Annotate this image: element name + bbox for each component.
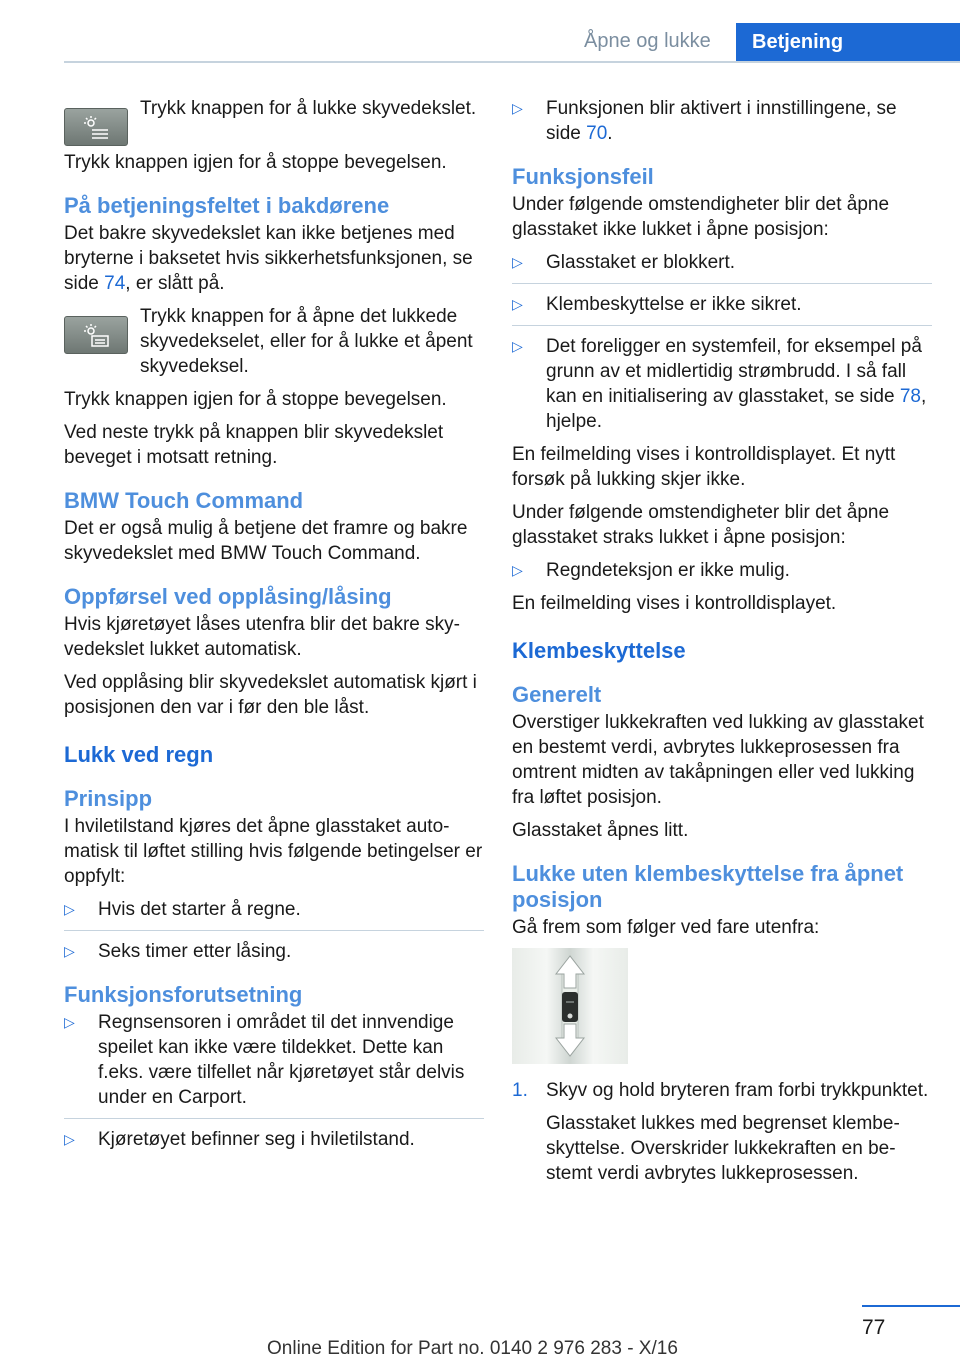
roof-switch-photo (512, 948, 628, 1064)
list-item: ▷ Funksjonen blir aktivert i innstillingene, se side 70. (512, 98, 897, 144)
list-divider (512, 325, 932, 326)
paragraph: Trykk knappen for å lukke skyvedekslet. (140, 98, 477, 119)
heading-close-without-protection: Lukke uten klembeskyttelse fra åpnet posisjon (512, 861, 904, 912)
bullet-triangle-icon: ▷ (64, 1014, 75, 1030)
list-divider (512, 283, 932, 284)
bullet-triangle-icon: ▷ (512, 296, 523, 312)
bullet-triangle-icon: ▷ (512, 100, 523, 116)
heading-pinch-protection: Klembeskyttelse (512, 638, 686, 663)
rear-sunroof-button-icon (64, 316, 128, 354)
header-chapter-tab[interactable]: Betjening (736, 23, 960, 63)
paragraph: En feilmelding vises i kontrolldisplayet. Et nytt forsøk på lukking skjer ikke. (512, 444, 896, 490)
list-item: ▷ Klembeskyttelse er ikke sikret. (512, 294, 802, 315)
list-item: ▷ Det foreligger en systemfeil, for eksempel på grunn av et midlertidig strømbrudd. I så fall kan en initialisering av glasstaket, se side 78, hjelpe. (512, 336, 927, 432)
heading-lock-behaviour: Oppførsel ved opplåsing/låsing (64, 584, 392, 609)
list-divider (64, 1118, 484, 1119)
sunroof-button-icon (64, 108, 128, 146)
paragraph: Glasstaket åpnes litt. (512, 820, 689, 841)
heading-malfunction: Funksjonsfeil (512, 164, 654, 189)
paragraph: Under følgende omstendigheter blir det åpne glasstaket straks lukket i åpne posisjon: (512, 502, 890, 548)
paragraph: Trykk knappen igjen for å stoppe bevegelsen. (64, 152, 447, 173)
bullet-triangle-icon: ▷ (512, 562, 523, 578)
right-column (512, 96, 932, 1194)
paragraph: Ved neste trykk på knappen blir skyvedekslet beveget i motsatt retning. (64, 422, 444, 468)
paragraph: I hviletilstand kjøres det åpne glasstaket automatisk til løftet stilling hvis følgende betingelser er oppfylt: (64, 816, 483, 887)
heading-close-in-rain: Lukk ved regn (64, 742, 214, 767)
footer-edition: Online Edition for Part no. 0140 2 976 283 - X/16 (267, 1338, 678, 1359)
bullet-triangle-icon: ▷ (512, 338, 523, 354)
bullet-triangle-icon: ▷ (64, 901, 75, 917)
page-number: 77 (862, 1316, 886, 1339)
bullet-triangle-icon: ▷ (512, 254, 523, 270)
list-item: ▷ Kjøretøyet befinner seg i hviletilstand. (64, 1129, 415, 1150)
close-button-instruction (64, 96, 484, 150)
paragraph: Det er også mulig å betjene det framre og bakre skyvedekslet med BMW Touch Command. (64, 518, 468, 564)
paragraph: Ved opplåsing blir skyvedekslet automatisk kjørt i posisjonen den var i før den ble låst. (64, 672, 477, 718)
open-button-instruction (64, 304, 484, 387)
heading-touch-command: BMW Touch Command (64, 488, 304, 513)
bullet-triangle-icon: ▷ (64, 1131, 75, 1147)
paragraph: Hvis kjøretøyet låses utenfra blir det bakre skyvedekslet lukket automatisk. (64, 614, 460, 660)
heading-function-requirement: Funksjonsforutsetning (64, 982, 303, 1007)
page-link-70[interactable]: 70 (586, 123, 608, 144)
footer-divider (862, 1305, 960, 1307)
list-divider (64, 930, 484, 931)
paragraph: Under følgende omstendigheter blir det åpne glasstaket ikke lukket i åpne posisjon: (512, 194, 890, 240)
paragraph: En feilmelding vises i kontrolldisplayet. (512, 593, 837, 614)
paragraph: Trykk knappen igjen for å stoppe bevegelsen. (64, 389, 447, 410)
page-link-78[interactable]: 78 (899, 386, 921, 407)
list-item: ▷ Glasstaket er blokkert. (512, 252, 736, 273)
list-item: ▷ Regnsensoren i området til det innvendige speilet kan ikke være tildekket. Dette kan f.eks. være tilfellet når kjøretøyet står delvis under en Carport. (64, 1012, 465, 1108)
paragraph: Trykk knappen for å åpne det lukkede skyvedekselet, eller for å lukke et åpent skyvedeksel. (140, 306, 473, 377)
page-link-74[interactable]: 74 (104, 273, 126, 294)
heading-principle: Prinsipp (64, 786, 153, 811)
paragraph: Det bakre skyvedekslet kan ikke betjenes med bryterne i baksetet hvis sikkerhetsfunksjonen, se side 74, er slått på. (64, 223, 473, 294)
heading-rear-panel: På betjeningsfeltet i bakdørene (64, 193, 390, 218)
header-divider (64, 61, 960, 63)
paragraph: Gå frem som følger ved fare utenfra: (512, 917, 820, 938)
heading-general: Generelt (512, 682, 602, 707)
header-section-title: Åpne og lukke (584, 30, 711, 52)
list-item: ▷ Hvis det starter å regne. (64, 899, 301, 920)
left-column (64, 96, 484, 1160)
list-item: ▷ Regndeteksjon er ikke mulig. (512, 560, 790, 581)
list-item: ▷ Seks timer etter låsing. (64, 941, 292, 962)
paragraph: Overstiger lukkekraften ved lukking av glasstaket en bestemt verdi, avbrytes lukkeprosessen fra omtrent midten av takåpningen eller ved lukking fra løftet posisjon. (512, 712, 924, 808)
bullet-triangle-icon: ▷ (64, 943, 75, 959)
paragraph: Glasstaket lukkes med begrenset klembeskyttelse. Overskrider lukkekraften en bestemt verdi avbrytes lukkeprosessen. (546, 1113, 900, 1184)
step-1: 1. Skyv og hold bryteren fram forbi trykkpunktet. (512, 1080, 929, 1101)
